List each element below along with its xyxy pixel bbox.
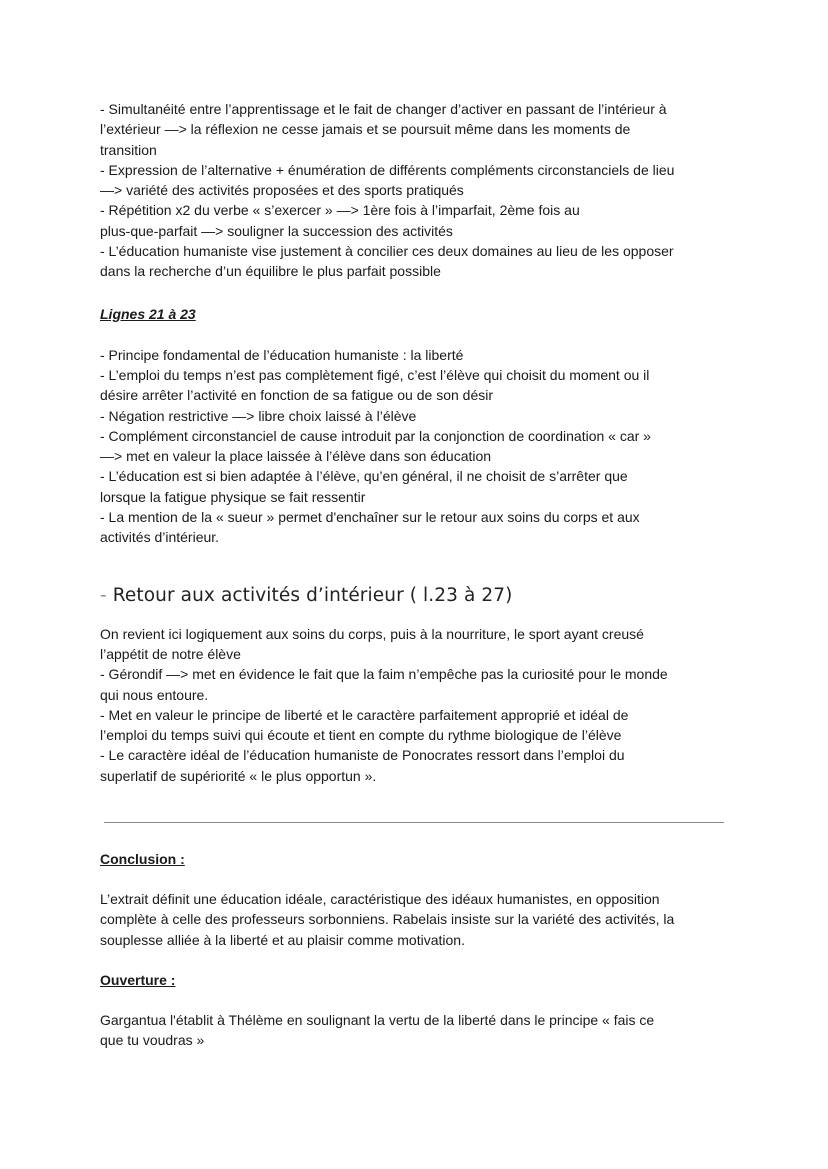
text-line: qui nous entoure. (100, 686, 209, 703)
text-line: - L’éducation est si bien adaptée à l’élève, qu’en général, il ne choisit de s’arrêter que (100, 468, 628, 485)
analysis-block-3 (100, 624, 736, 786)
text-line: —> variété des activités proposées et des sports pratiqués (100, 182, 464, 199)
text-line: transition (100, 141, 157, 158)
text-line: —> met en valeur la place laissée à l’élève dans son éducation (100, 448, 492, 465)
text-line: activités d’intérieur. (100, 529, 220, 546)
text-line: désire arrêter l’activité en fonction de sa fatigue ou de son désir (100, 387, 494, 404)
horizontal-divider (104, 822, 724, 823)
text-line: dans la recherche d’un équilibre le plus parfait possible (100, 263, 441, 280)
text-line: plus-que-parfait —> souligner la succession des activités (100, 222, 453, 239)
text-line: L’extrait définit une éducation idéale, caractéristique des idéaux humanistes, en opposition (100, 891, 660, 907)
text-line: - L’éducation humaniste vise justement à concilier ces deux domaines au lieu de les opposer (100, 243, 674, 260)
heading-lignes-21-23: Lignes 21 à 23 (100, 305, 196, 322)
text-line: - Simultanéité entre l’apprentissage et le fait de changer d’activer en passant de l’intérieur à (100, 101, 667, 117)
section-title-text: Retour aux activités d’intérieur ( l.23 à 27) (106, 584, 513, 606)
text-line: - Négation restrictive —> libre choix laissé à l’élève (100, 407, 417, 424)
text-line: lorsque la fatigue physique se fait ressentir (100, 488, 366, 505)
conclusion-section (100, 849, 736, 1050)
text-line: - Expression de l’alternative + énumération de différents compléments circonstanciels de lieu (100, 161, 675, 178)
conclusion-heading: Conclusion : (100, 851, 185, 867)
text-line: souplesse alliée à la liberté et au plaisir comme motivation. (100, 931, 465, 948)
ouverture-heading: Ouverture : (100, 971, 176, 988)
text-line: - Gérondif —> met en évidence le fait que la faim n’empêche pas la curiosité pour le monde (100, 666, 668, 683)
text-line: que tu voudras » (100, 1032, 205, 1049)
document-page (100, 99, 736, 786)
text-line: l’appétit de notre élève (100, 645, 241, 662)
text-line: complète à celle des professeurs sorbonniens. Rabelais insiste sur la variété des activités, la (100, 911, 675, 928)
text-line: superlatif de supériorité « le plus opportun ». (100, 767, 377, 784)
text-line: l’extérieur —> la réflexion ne cesse jamais et se poursuit même dans les moments de (100, 121, 631, 138)
text-line: - Principe fondamental de l’éducation humaniste : la liberté (100, 346, 464, 363)
text-line: - Le caractère idéal de l’éducation humaniste de Ponocrates ressort dans l’emploi du (100, 747, 625, 764)
section-title-retour (100, 584, 736, 608)
text-line: l’emploi du temps suivi qui écoute et tient en compte du rythme biologique de l’élève (100, 727, 622, 744)
text-line: - La mention de la « sueur » permet d'enchaîner sur le retour aux soins du corps et aux (100, 509, 640, 526)
analysis-block-2 (100, 345, 736, 548)
text-line: - Répétition x2 du verbe « s’exercer » —> 1ère fois à l’imparfait, 2ème fois au (100, 202, 580, 219)
text-line: - Complément circonstanciel de cause introduit par la conjonction de coordination « car » (100, 427, 651, 444)
section-dash: - (100, 584, 107, 606)
analysis-block-1 (100, 99, 736, 282)
text-line: On revient ici logiquement aux soins du corps, puis à la nourriture, le sport ayant creusé (100, 625, 644, 642)
text-line: - L’emploi du temps n’est pas complètement figé, c’est l’élève qui choisit du moment ou il (100, 366, 650, 383)
text-line: - Met en valeur le principe de liberté et le caractère parfaitement approprié et idéal de (100, 706, 629, 723)
text-line: Gargantua l'établit à Thélème en soulignant la vertu de la liberté dans le principe « fais ce (100, 1011, 655, 1028)
